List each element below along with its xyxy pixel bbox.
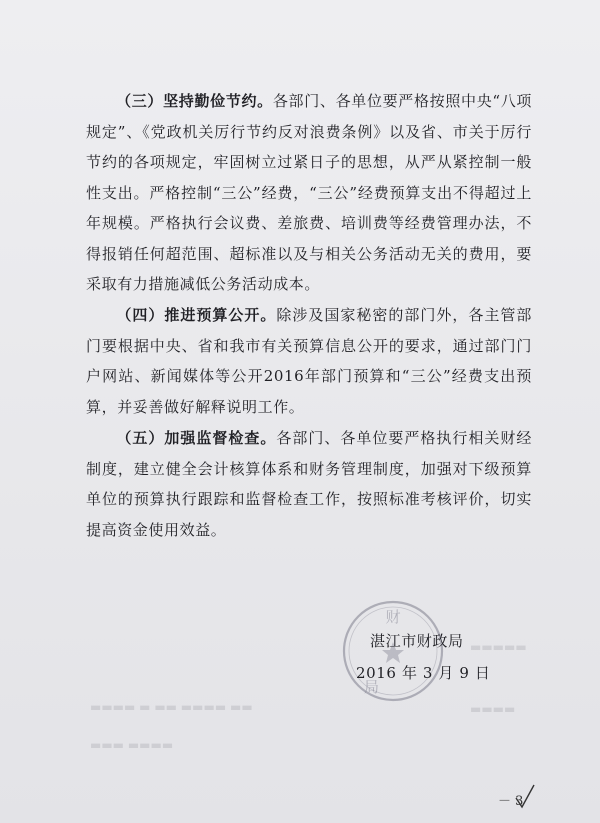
section-3-heading: （三）坚持勤俭节约。: [116, 92, 273, 110]
section-5-heading: （五）加强监督检查。: [116, 429, 277, 447]
official-seal: [340, 598, 446, 704]
section-5-paragraph: [86, 423, 532, 545]
section-5-body: 各部门、各单位要严格执行相关财经制度，建立健全会计核算体系和财务管理制度，加强对下级预算单位的预算执行跟踪和监督检查工作，按照标准考核评价，切实提高资金使用效益。: [86, 429, 532, 539]
section-3-body: 各部门、各单位要严格按照中央“八项规定”、《党政机关厉行节约反对浪费条例》以及省、市关于厉行节约的各项规定，牢固树立过紧日子的思想，从严从紧控制一般性支出。严格控制“三公”经费，“三公”经费预算支出不得超过上年规模。严格执行会议费、差旅费、培训费等经费管理办法，不得报销任何超范围、超标准以及与相关公务活动无关的费用，要采取有力措施减低公务活动成本。: [86, 92, 532, 293]
section-3-paragraph: [86, 86, 532, 300]
show-through-text: ▬▬▬ ▬▬▬▬: [90, 738, 174, 752]
checkmark-icon: [513, 783, 537, 809]
seal-glyph: 局: [364, 678, 380, 696]
section-4-paragraph: [86, 300, 532, 422]
show-through-text: ▬▬▬▬▬: [470, 640, 527, 654]
section-4-body: 除涉及国家秘密的部门外，各主管部门要根据中央、省和我市有关预算信息公开的要求，通过部门门户网站、新闻媒体等公开2016年部门预算和“三公”经费支出预算，并妥善做好解释说明工作。: [86, 306, 532, 416]
issuing-organization: 湛江市财政局: [370, 632, 464, 650]
show-through-text: ▬▬▬▬: [470, 702, 516, 716]
seal-glyph: 财: [385, 608, 401, 626]
show-through-text: ▬▬▬▬ ▬ ▬▬ ▬▬▬▬ ▬▬: [90, 700, 253, 714]
page-number: － 3: [498, 794, 524, 809]
issue-date: 2016 年 3 月 9 日: [356, 664, 491, 682]
section-4-heading: （四）推进预算公开。: [116, 306, 277, 324]
